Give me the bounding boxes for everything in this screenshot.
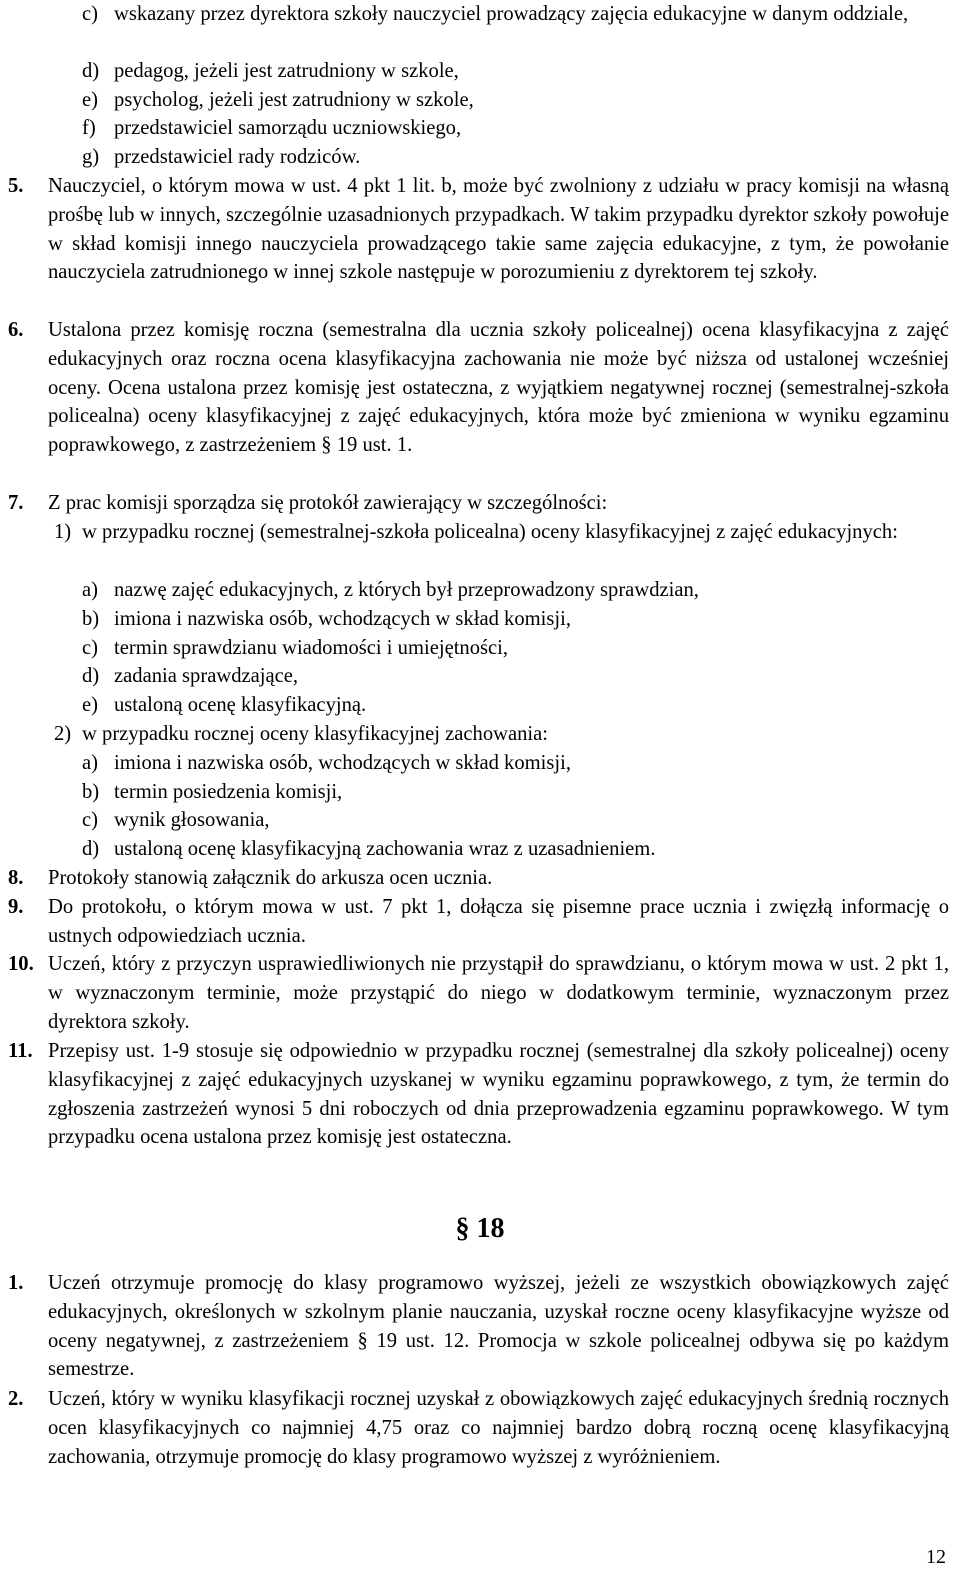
- item-text: termin posiedzenia komisji,: [114, 781, 343, 803]
- paragraph-8: [8, 864, 949, 893]
- paragraph-9: [8, 893, 949, 951]
- item-label: g): [82, 146, 100, 168]
- paragraph-text: Uczeń, który z przyczyn usprawiedliwionych nie przystąpił do sprawdzianu, o którym mowa w ust. 2 pkt 1, w wyznaczonym terminie, może przystąpić do niego w dodatkowym terminie, wyznaczonym przez dyrektora szkoły.: [48, 953, 949, 1033]
- section-heading: § 18: [455, 1213, 505, 1244]
- list-item-7-1-e: [48, 691, 949, 720]
- item-text: pedagog, jeżeli jest zatrudniony w szkole,: [114, 60, 459, 82]
- paragraph-6: [8, 316, 949, 460]
- item-label: a): [82, 579, 98, 601]
- item-text: ustaloną ocenę klasyfikacyjną zachowania wraz z uzasadnieniem.: [114, 838, 656, 860]
- item-text: w przypadku rocznej (semestralnej-szkoła policealna) oceny klasyfikacyjnej z zajęć edukacyjnych:: [82, 521, 898, 543]
- item-label: c): [82, 3, 98, 25]
- list-item-7-1-a: [48, 576, 949, 605]
- paragraph-text: Uczeń, który w wyniku klasyfikacji rocznej uzyskał z obowiązkowych zajęć edukacyjnych średnią rocznych ocen klasyfikacyjnych co najmniej 4,75 oraz co najmniej bardzo dobrą roczną ocenę klasyfikacyjną zachowania, otrzymuje promocję do klasy programowo wyższej z wyróżnieniem.: [48, 1388, 949, 1468]
- list-item-f: [48, 114, 948, 143]
- item-label: d): [82, 838, 100, 860]
- paragraph-number: 10.: [8, 953, 34, 975]
- item-text: nazwę zajęć edukacyjnych, z których był przeprowadzony sprawdzian,: [114, 579, 699, 601]
- paragraph-text: Protokoły stanowią załącznik do arkusza ocen ucznia.: [48, 867, 493, 889]
- paragraph-number: 9.: [8, 896, 24, 918]
- list-item-7-1: [48, 518, 949, 547]
- paragraph-number: 5.: [8, 175, 24, 197]
- section18-paragraph-1: [8, 1269, 949, 1384]
- item-text: termin sprawdzianu wiadomości i umiejętności,: [114, 637, 509, 659]
- list-item-7-2-a: [48, 749, 949, 778]
- paragraph-11: [8, 1037, 949, 1152]
- item-label: e): [82, 694, 98, 716]
- section18-paragraph-2: [8, 1385, 949, 1471]
- list-item-e: [48, 86, 948, 115]
- item-text: wskazany przez dyrektora szkoły nauczyciel prowadzący zajęcia edukacyjne w danym oddziale,: [114, 3, 909, 25]
- list-item-d: [48, 57, 948, 86]
- list-item-7-2: [48, 720, 949, 749]
- paragraph-text: Nauczyciel, o którym mowa w ust. 4 pkt 1 lit. b, może być zwolniony z udziału w pracy komisji na własną prośbę lub w innych, szczególnie uzasadnionych przypadkach. W takim przypadku dyrektor szkoły powołuje w skład komisji innego nauczyciela prowadzącego takie same zajęcia edukacyjne, z tym, że powołanie nauczyciela zatrudnionego w innej szkole następuje w porozumieniu z dyrektorem tej szkoły.: [48, 175, 949, 284]
- item-label: c): [82, 637, 98, 659]
- paragraph-5: [8, 172, 949, 287]
- list-item-7-2-b: [48, 778, 949, 807]
- item-text: zadania sprawdzające,: [114, 665, 299, 687]
- item-text: psycholog, jeżeli jest zatrudniony w szkole,: [114, 89, 474, 111]
- item-label: c): [82, 809, 98, 831]
- item-text: przedstawiciel rady rodziców.: [114, 146, 361, 168]
- paragraph-number: 11.: [8, 1040, 33, 1062]
- list-item-7-1-d: [48, 662, 949, 691]
- item-label: b): [82, 608, 100, 630]
- paragraph-text: Z prac komisji sporządza się protokół zawierający w szczególności:: [48, 492, 608, 514]
- paragraph-10: [8, 950, 949, 1036]
- item-text: w przypadku rocznej oceny klasyfikacyjnej zachowania:: [82, 723, 549, 745]
- item-text: wynik głosowania,: [114, 809, 270, 831]
- item-label: e): [82, 89, 98, 111]
- item-label: a): [82, 752, 98, 774]
- paragraph-7: [8, 489, 949, 518]
- paragraph-number: 6.: [8, 319, 24, 341]
- item-label: d): [82, 665, 100, 687]
- item-label: 1): [54, 521, 72, 543]
- paragraph-number: 2.: [8, 1388, 24, 1410]
- item-text: imiona i nazwiska osób, wchodzących w skład komisji,: [114, 752, 571, 774]
- item-label: 2): [54, 723, 72, 745]
- item-label: b): [82, 781, 100, 803]
- paragraph-number: 1.: [8, 1272, 24, 1294]
- paragraph-number: 7.: [8, 492, 24, 514]
- list-item-c: [48, 0, 948, 29]
- item-text: przedstawiciel samorządu uczniowskiego,: [114, 117, 462, 139]
- list-item-7-1-b: [48, 605, 949, 634]
- page-number: 12: [926, 1546, 946, 1568]
- item-label: f): [82, 117, 96, 139]
- list-item-7-2-c: [48, 806, 949, 835]
- paragraph-text: Uczeń otrzymuje promocję do klasy programowo wyższej, jeżeli ze wszystkich obowiązkowych zajęć edukacyjnych, określonych w szkolnym planie nauczania, uzyskał roczne oceny klasyfikacyjne wyższe od oceny negatywnej, z zastrzeżeniem § 19 ust. 12. Promocja w szkole policealnej odbywa się po każdym semestrze.: [48, 1272, 949, 1381]
- list-item-g: [48, 143, 948, 172]
- paragraph-text: Przepisy ust. 1-9 stosuje się odpowiednio w przypadku rocznej (semestralnej dla szkoły policealnej) oceny klasyfikacyjnej z zajęć edukacyjnych uzyskanej w wyniku egzaminu poprawkowego, z tym, że termin do zgłoszenia zastrzeżeń wynosi 5 dni roboczych od dnia przeprowadzenia egzaminu poprawkowego. W tym przypadku ocena ustalona przez komisję jest ostateczna.: [48, 1040, 949, 1149]
- paragraph-number: 8.: [8, 867, 24, 889]
- item-label: d): [82, 60, 100, 82]
- list-item-7-1-c: [48, 634, 949, 663]
- list-item-7-2-d: [48, 835, 949, 864]
- item-text: ustaloną ocenę klasyfikacyjną.: [114, 694, 367, 716]
- item-text: imiona i nazwiska osób, wchodzących w skład komisji,: [114, 608, 571, 630]
- paragraph-text: Do protokołu, o którym mowa w ust. 7 pkt 1, dołącza się pisemne prace ucznia i zwięzłą informację o ustnych odpowiedziach ucznia.: [48, 896, 949, 947]
- paragraph-text: Ustalona przez komisję roczna (semestralna dla ucznia szkoły policealnej) ocena klasyfikacyjna z zajęć edukacyjnych oraz roczna ocena klasyfikacyjna zachowania nie może być niższa od ustalonej wcześniej oceny. Ocena ustalona przez komisję jest ostateczna, z wyjątkiem negatywnej rocznej (semestralnej-szkoła policealna) oceny klasyfikacyjnej z zajęć edukacyjnych, która może być zmieniona w wyniku egzaminu poprawkowego, z zastrzeżeniem § 19 ust. 1.: [48, 319, 949, 457]
